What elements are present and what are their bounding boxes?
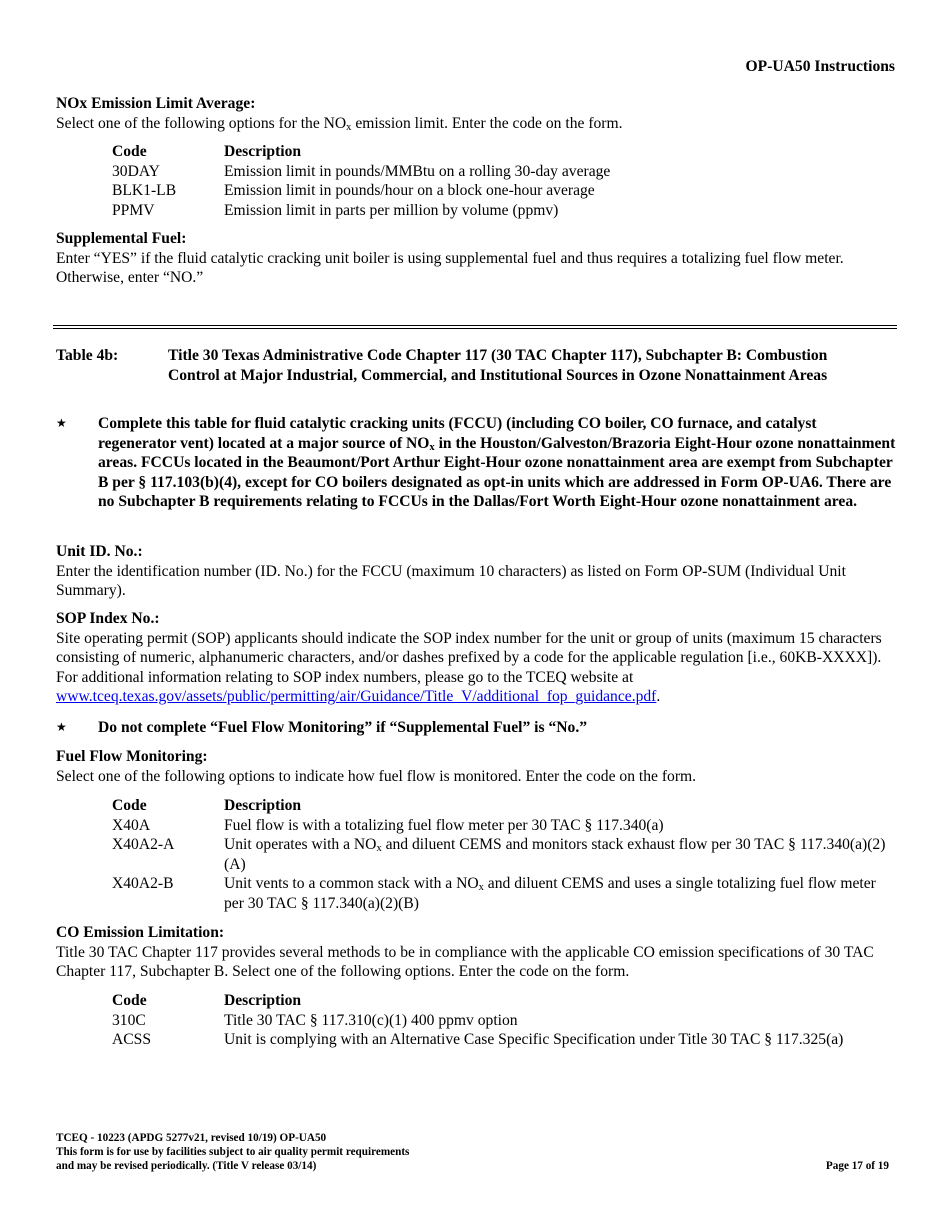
code-cell: 30DAY	[112, 162, 160, 180]
fuel-flow-heading: Fuel Flow Monitoring:	[56, 748, 208, 765]
nox-limit-heading: NOx Emission Limit Average:	[56, 95, 256, 112]
star-icon: ★	[56, 416, 67, 430]
table-header-row	[112, 142, 610, 162]
star-icon: ★	[56, 720, 67, 734]
page-footer	[56, 1131, 409, 1173]
table-row	[112, 816, 896, 836]
code-cell: ACSS	[112, 1031, 152, 1049]
unit-id-section	[56, 542, 896, 601]
note-text: Complete this table for fluid catalytic cracking units (FCCU) (including CO boiler, CO furnace, and catalyst regenerator vent) located at a major source of NO	[98, 415, 817, 452]
co-limit-code-table	[112, 991, 896, 1050]
desc-sub: x	[478, 882, 484, 894]
desc-text: Unit operates with a NO	[224, 836, 377, 854]
description-cell: Fuel flow is with a totalizing fuel flow meter per 30 TAC § 117.340(a)	[224, 816, 664, 834]
page-header-title: OP-UA50 Instructions	[745, 58, 895, 75]
sop-index-section	[56, 609, 896, 707]
description-cell: Unit is complying with an Alternative Case Specific Specification under Title 30 TAC § 117.325(a)	[224, 1031, 844, 1049]
nox-intro-sub: x	[346, 121, 352, 133]
co-limit-heading: CO Emission Limitation:	[56, 924, 225, 941]
table-row	[112, 162, 610, 182]
table-row	[112, 181, 610, 201]
nox-limit-section	[56, 94, 896, 133]
fuel-flow-section	[56, 747, 896, 786]
instruction-note	[56, 414, 896, 512]
sop-index-heading: SOP Index No.:	[56, 610, 160, 627]
sop-text-end: .	[656, 688, 661, 706]
co-limit-section	[56, 923, 896, 982]
co-limit-intro: Title 30 TAC Chapter 117 provides several methods to be in compliance with the applicable CO emission specifications of 30 TAC Chapter 117, Subchapter B. Select one of the following options. Enter the code on the form.	[56, 943, 874, 981]
section-divider	[53, 325, 897, 329]
footer-line: TCEQ - 10223 (APDG 5277v21, revised 10/19) OP-UA50	[56, 1132, 327, 1144]
supplemental-fuel-section	[56, 229, 896, 288]
nox-intro-text-after: emission limit. Enter the code on the form.	[351, 114, 623, 132]
desc-sub: x	[376, 843, 382, 855]
unit-id-text: Enter the identification number (ID. No.) for the FCCU (maximum 10 characters) as listed on Form OP-SUM (Individual Unit Summary).	[56, 562, 846, 600]
instruction-note-fuel-flow	[56, 718, 896, 738]
description-cell: Emission limit in pounds/MMBtu on a rolling 30-day average	[224, 162, 611, 180]
fuel-flow-code-table	[112, 796, 896, 914]
code-cell: X40A2-B	[112, 875, 174, 893]
table-row	[112, 1030, 896, 1050]
fuel-flow-intro: Select one of the following options to indicate how fuel flow is monitored. Enter the code on the form.	[56, 767, 697, 785]
sop-text: Site operating permit (SOP) applicants should indicate the SOP index number for the unit or group of units (maximum 15 characters consisting of numeric, alphanumeric characters, and/or dashes prefixed by a code for the applicable regulation [i.e., 60KB-XXXX]). For additional information relating to SOP index numbers, please go to the TCEQ website at	[56, 629, 882, 686]
column-header-code: Code	[112, 143, 147, 160]
description-cell	[224, 835, 896, 874]
code-cell: PPMV	[112, 201, 155, 219]
nox-intro-text: Select one of the following options for the NO	[56, 114, 347, 132]
unit-id-heading: Unit ID. No.:	[56, 543, 143, 560]
supplemental-fuel-heading: Supplemental Fuel:	[56, 230, 187, 247]
description-cell: Emission limit in parts per million by volume (ppmv)	[224, 201, 559, 219]
desc-text: Unit vents to a common stack with a NO	[224, 875, 479, 893]
note-text-after: in the Houston/Galveston/Brazoria Eight-Hour ozone nonattainment areas. FCCUs located in the Beaumont/Port Arthur Eight-Hour ozone nonattainment area are exempt from Subchapter B per § 117.103(b)(4), except for CO boilers designated as opt-in units which are addressed in Form OP-UA6. There are no Subchapter B requirements relating to FCCUs in the Dallas/Fort Worth Eight-Hour ozone nonattainment area.	[98, 434, 896, 511]
instruction-note-text	[98, 414, 896, 512]
document-page	[56, 0, 896, 1230]
description-cell: Emission limit in pounds/hour on a block one-hour average	[224, 182, 595, 200]
table-label: Table 4b:	[56, 347, 119, 364]
table-header-row	[112, 796, 896, 816]
footer-line: and may be revised periodically. (Title V release 03/14)	[56, 1160, 317, 1172]
description-cell	[224, 874, 896, 913]
nox-limit-code-table	[112, 142, 610, 220]
code-cell: X40A	[112, 816, 151, 834]
column-header-code: Code	[112, 797, 147, 814]
code-cell: X40A2-A	[112, 836, 175, 854]
instruction-note-text: Do not complete “Fuel Flow Monitoring” if “Supplemental Fuel” is “No.”	[98, 719, 588, 736]
table-row	[112, 201, 610, 221]
table-row	[112, 874, 896, 913]
table-row	[112, 1011, 896, 1031]
column-header-code: Code	[112, 992, 147, 1009]
note-sub: x	[429, 441, 435, 453]
desc-text-after: and diluent CEMS and uses a single totalizing fuel flow meter per 30 TAC § 117.340(a)(2)(B)	[224, 875, 876, 912]
column-header-description: Description	[224, 143, 302, 160]
footer-line: This form is for use by facilities subject to air quality permit requirements	[56, 1146, 410, 1158]
desc-text-after: and diluent CEMS and monitors stack exhaust flow per 30 TAC § 117.340(a)(2)(A)	[224, 836, 886, 873]
table-row	[112, 835, 896, 874]
supplemental-fuel-text: Enter “YES” if the fluid catalytic cracking unit boiler is using supplemental fuel and thus requires a totalizing fuel flow meter. Otherwise, enter “NO.”	[56, 249, 844, 287]
sop-index-text	[56, 629, 896, 707]
code-cell: BLK1-LB	[112, 182, 177, 200]
page-number: Page 17 of 19	[825, 1160, 889, 1172]
description-cell: Title 30 TAC § 117.310(c)(1) 400 ppmv option	[224, 1011, 518, 1029]
table-header-row	[112, 991, 896, 1011]
code-cell: 310C	[112, 1011, 146, 1029]
column-header-description: Description	[224, 992, 302, 1009]
table-title: Title 30 Texas Administrative Code Chapter 117 (30 TAC Chapter 117), Subchapter B: Combustion Control at Major Industrial, Commercial, and Institutional Sources in Ozone Nonattainment Areas	[168, 347, 828, 384]
guidance-link[interactable]: www.tceq.texas.gov/assets/public/permitting/air/Guidance/Title_V/additional_fop_guidance.pdf	[56, 688, 657, 706]
nox-limit-intro	[56, 114, 896, 134]
column-header-description: Description	[224, 797, 302, 814]
